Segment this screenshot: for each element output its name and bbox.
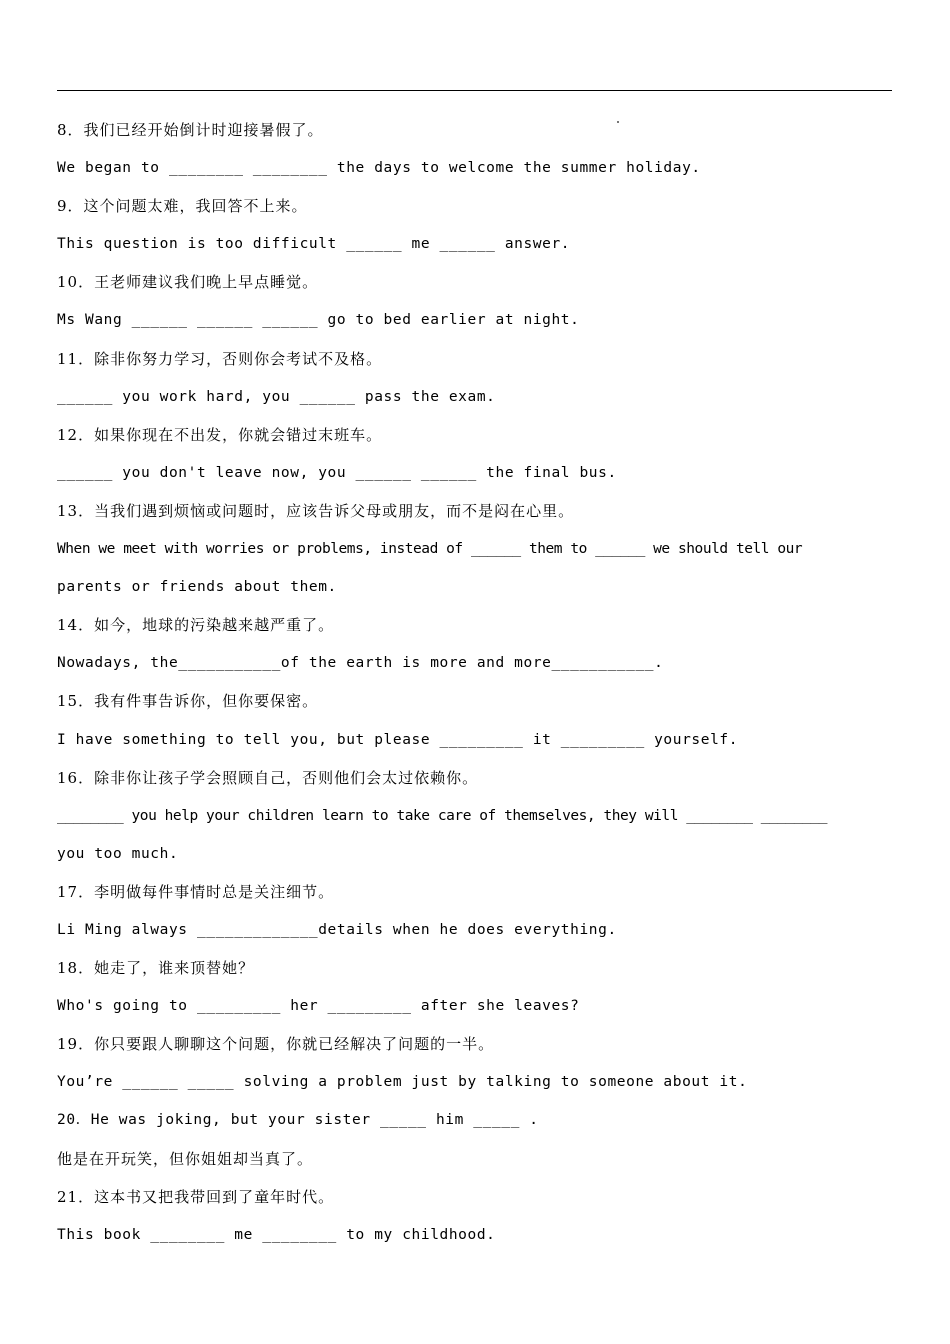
header-rule	[57, 90, 892, 91]
item-16-chinese: 16．除非你让孩子学会照顾自己，否则他们会太过依赖你。	[57, 768, 479, 787]
item-12-english: ______ you don't leave now, you ______ ______ the final bus.	[57, 464, 617, 481]
item-19-english: You’re ______ _____ solving a problem just by talking to someone about it.	[57, 1074, 748, 1091]
item-21-chinese: 21．这本书又把我带回到了童年时代。	[57, 1187, 335, 1206]
item-13-english-continued: parents or friends about them.	[57, 579, 337, 596]
item-15-english: I have something to tell you, but please _________ it _________ yourself.	[57, 731, 739, 748]
item-9-english: This question is too difficult ______ me ______ answer.	[57, 236, 571, 253]
item-10-english: Ms Wang ______ ______ ______ go to bed earlier at night.	[57, 312, 580, 329]
item-17-chinese: 17．李明做每件事情时总是关注细节。	[57, 882, 335, 901]
item-14-english: Nowadays, the___________of the earth is more and more___________.	[57, 655, 664, 672]
item-21-english: This book ________ me ________ to my childhood.	[57, 1226, 496, 1243]
item-16-english-continued: you too much.	[57, 845, 179, 862]
item-10-chinese: 10．王老师建议我们晚上早点睡觉。	[57, 273, 319, 292]
item-20-chinese: 他是在开玩笑，但你姐姐却当真了。	[57, 1149, 314, 1168]
item-18-english: Who's going to _________ her _________ after she leaves?	[57, 998, 580, 1015]
item-19-chinese: 19．你只要跟人聊聊这个问题，你就已经解决了问题的一半。	[57, 1035, 495, 1054]
item-11-chinese: 11．除非你努力学习，否则你会考试不及格。	[57, 349, 383, 368]
item-14-chinese: 14．如今，地球的污染越来越严重了。	[57, 616, 335, 635]
item-11-english: ______ you work hard, you ______ pass the exam.	[57, 388, 496, 405]
item-12-chinese: 12．如果你现在不出发，你就会错过末班车。	[57, 425, 383, 444]
item-20-english: 20．He was joking, but your sister _____ him _____ .	[57, 1112, 539, 1129]
item-8-english: We began to ________ ________ the days to welcome the summer holiday.	[57, 160, 701, 177]
exercise-list	[57, 111, 897, 1254]
item-8-chinese: 8．我们已经开始倒计时迎接暑假了。	[57, 121, 324, 139]
item-17-english: Li Ming always _____________details when he does everything.	[57, 921, 617, 938]
item-13-english: When we meet with worries or problems, instead of ______ them to ______ we should tell our	[57, 541, 803, 558]
item-13-chinese: 13．当我们遇到烦恼或问题时，应该告诉父母或朋友，而不是闷在心里。	[57, 501, 575, 520]
item-9-chinese: 9．这个问题太难，我回答不上来。	[57, 197, 308, 216]
item-18-chinese: 18．她走了，谁来顶替她？	[57, 959, 255, 978]
item-16-english: ________ you help your children learn to take care of themselves, they will ________ ________	[57, 807, 828, 824]
item-15-chinese: 15．我有件事告诉你，但你要保密。	[57, 692, 319, 711]
